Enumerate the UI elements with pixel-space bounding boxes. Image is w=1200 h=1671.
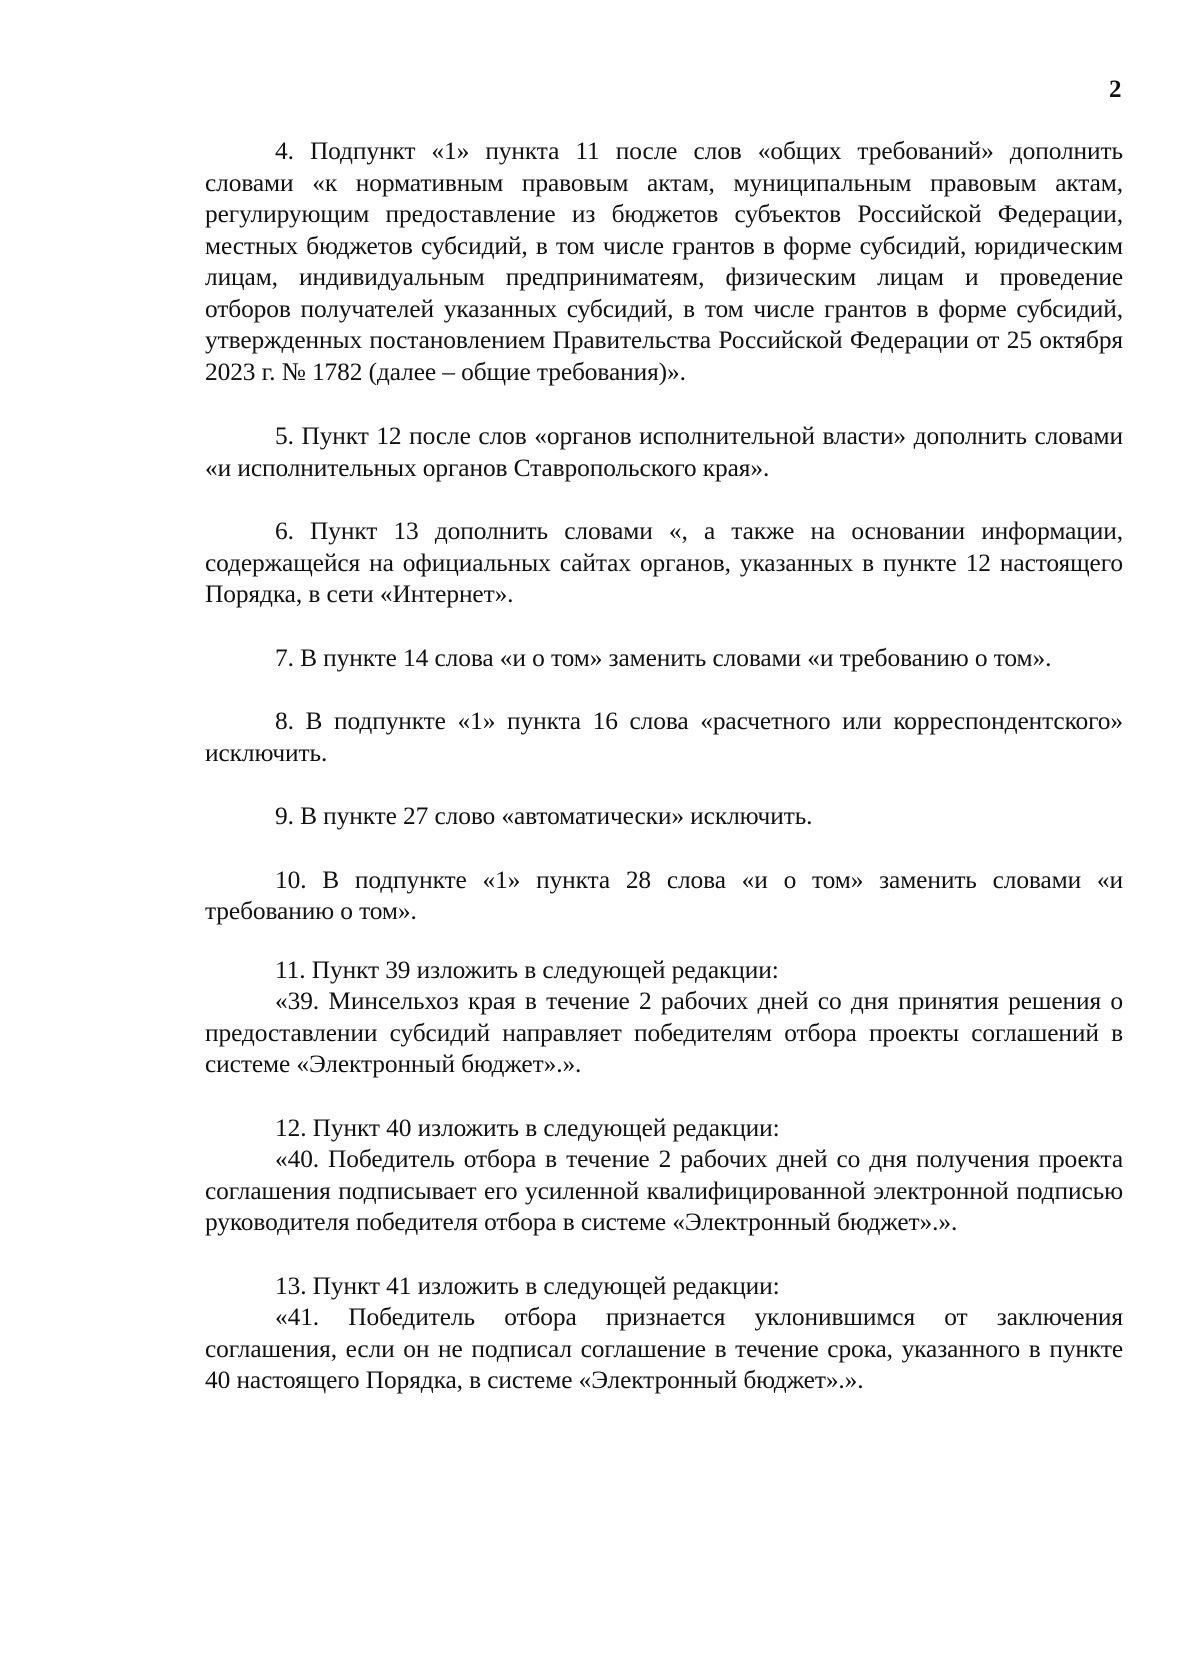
- amendment-paragraph: 12. Пункт 40 изложить в следующей редакции:: [275, 1113, 780, 1142]
- amendment-item-5: [205, 421, 1123, 484]
- amendment-item-4: [205, 136, 1123, 388]
- amendment-item-13: [205, 1271, 1123, 1397]
- amendment-quote: «41. Победитель отбора признается уклонившимся от заключения соглашения, если он не подписал соглашение в течение срока, указанного в пункте 40 настоящего Порядка, в системе «Электронный бюджет».».: [205, 1303, 1123, 1394]
- amendment-quote: «40. Победитель отбора в течение 2 рабочих дней со дня получения проекта соглашения подписывает его усиленной квалифицированной электронной подписью руководителя победителя отбора в системе «Электронный бюджет».».: [205, 1145, 1123, 1236]
- amendment-quote: «39. Минсельхоз края в течение 2 рабочих дней со дня принятия решения о предоставлении субсидий направляет победителям отбора проекты соглашений в системе «Электронный бюджет».».: [205, 987, 1123, 1078]
- amendment-item-12: [205, 1113, 1123, 1239]
- page-number: 2: [1109, 76, 1122, 103]
- document-body: [205, 136, 1123, 1397]
- amendment-paragraph: 10. В подпункте «1» пункта 28 слова «и о том» заменить словами «и требованию о том».: [205, 865, 1123, 925]
- amendment-paragraph: 6. Пункт 13 дополнить словами «, а также на основании информации, содержащейся на официальных сайтах органов, указанных в пункте 12 настоящего Порядка, в сети «Интернет».: [205, 517, 1123, 608]
- amendment-item-9: [205, 801, 1123, 833]
- amendment-item-11: [205, 955, 1123, 1081]
- amendment-paragraph: 4. Подпункт «1» пункта 11 после слов «общих требований» дополнить словами «к нормативным правовым актам, муниципальным правовым актам, регулирующим предоставление из бюджетов субъектов Российской Федерации, местных бюджетов субсидий, в том числе грантов в форме субсидий, юридическим лицам, индивидуальным предприниматеям, физическим лицам и проведение отборов получателей указанных субсидий, в том числе грантов в форме субсидий, утвержденных постановлением Правительства Российской Федерации от 25 октября 2023 г. № 1782 (далее – общие требования)».: [205, 137, 1123, 386]
- amendment-item-7: [205, 643, 1123, 675]
- amendment-item-10: [205, 865, 1123, 928]
- amendment-paragraph: 11. Пункт 39 изложить в следующей редакции:: [275, 955, 779, 984]
- amendment-item-8: [205, 706, 1123, 769]
- amendment-paragraph: 5. Пункт 12 после слов «органов исполнительной власти» дополнить словами «и исполнительных органов Ставропольского края».: [205, 422, 1123, 482]
- amendment-item-6: [205, 516, 1123, 611]
- amendment-paragraph: 8. В подпункте «1» пункта 16 слова «расчетного или корреспондентского» исключить.: [205, 707, 1123, 767]
- amendment-paragraph: 7. В пункте 14 слова «и о том» заменить словами «и требованию о том».: [275, 643, 1052, 672]
- amendment-paragraph: 13. Пункт 41 изложить в следующей редакции:: [275, 1271, 780, 1300]
- amendment-paragraph: 9. В пункте 27 слово «автоматически» исключить.: [275, 802, 813, 830]
